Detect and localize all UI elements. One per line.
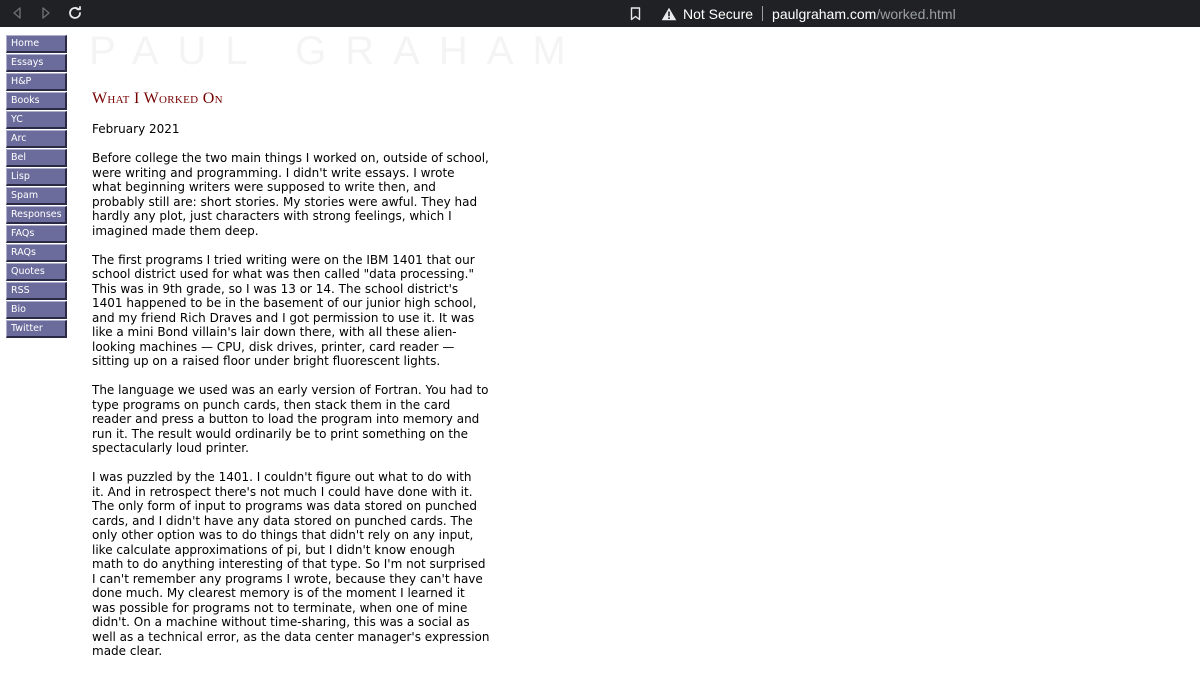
nav-item-raqs[interactable]: RAQs bbox=[6, 244, 67, 262]
nav-item-responses[interactable]: Responses bbox=[6, 206, 67, 224]
forward-arrow-icon bbox=[39, 6, 53, 20]
browser-toolbar bbox=[0, 0, 1200, 27]
web-page bbox=[0, 27, 1200, 657]
nav-item-home[interactable]: Home bbox=[6, 35, 67, 53]
nav-item-arc[interactable]: Arc bbox=[6, 130, 67, 148]
address-bar[interactable] bbox=[630, 0, 956, 27]
bookmark-icon[interactable] bbox=[630, 7, 641, 21]
nav-item-quotes[interactable]: Quotes bbox=[6, 263, 67, 281]
article-title: What I Worked On bbox=[92, 90, 223, 107]
forward-button[interactable] bbox=[36, 3, 56, 23]
site-wordmark[interactable]: PAUL GRAHAM bbox=[89, 29, 585, 73]
nav-item-bel[interactable]: Bel bbox=[6, 149, 67, 167]
nav-item-essays[interactable]: Essays bbox=[6, 54, 67, 72]
article-paragraph: The first programs I tried writing were on the IBM 1401 that our school district used for what was then called "data processing." This was in 9th grade, so I was 13 or 14. The school district's 1401 happened to be in the basement of our junior high school, and my friend Rich Draves and I got permission to use it. It was like a mini Bond villain's lair down there, with all these alien- looking machines — CPU, disk drives, printer, card reader — sitting up on a raised floor under bright fluorescent lights. bbox=[92, 252, 477, 368]
nav-item-faqs[interactable]: FAQs bbox=[6, 225, 67, 243]
back-arrow-icon bbox=[10, 6, 24, 20]
site-nav bbox=[6, 35, 67, 339]
reload-button[interactable] bbox=[65, 3, 85, 23]
nav-item-spam[interactable]: Spam bbox=[6, 187, 67, 205]
nav-item-books[interactable]: Books bbox=[6, 92, 67, 110]
security-status-label[interactable]: Not Secure bbox=[683, 5, 754, 22]
nav-item-lisp[interactable]: Lisp bbox=[6, 168, 67, 186]
nav-item-rss[interactable]: RSS bbox=[6, 282, 67, 300]
url-path[interactable]: /worked.html bbox=[876, 5, 956, 22]
nav-item-bio[interactable]: Bio bbox=[6, 301, 67, 319]
nav-item-yc[interactable]: YC bbox=[6, 111, 67, 129]
back-button[interactable] bbox=[7, 3, 27, 23]
nav-item-hp[interactable]: H&P bbox=[6, 73, 67, 91]
warning-icon[interactable] bbox=[661, 7, 677, 21]
article-body bbox=[92, 122, 492, 673]
nav-item-twitter[interactable]: Twitter bbox=[6, 320, 67, 338]
article-paragraph: Before college the two main things I worked on, outside of school, were writing and programming. I didn't write essays. I wrote what beginning writers were supposed to write then, and probably still are: short stories. My stories were awful. They had hardly any plot, just characters with strong feelings, which I imagined made them deep. bbox=[92, 151, 489, 238]
article-paragraph: The language we used was an early version of Fortran. You had to type programs on punch cards, then stack them in the card reader and press a button to load the program into memory and run it. The result would ordinarily be to print something on the spectacularly loud printer. bbox=[92, 383, 489, 455]
reload-icon bbox=[67, 5, 83, 21]
address-separator bbox=[762, 6, 763, 21]
url-host[interactable]: paulgraham.com bbox=[772, 5, 877, 22]
article-date: February 2021 bbox=[92, 122, 180, 136]
article-paragraph: I was puzzled by the 1401. I couldn't figure out what to do with it. And in retrospect there's not much I could have done with it. The only form of input to programs was data stored on punched cards, and I didn't have any data stored on punched cards. The only other option was to do things that didn't rely on any input, like calculate approximations of pi, but I didn't know enough math to do anything interesting of that type. So I'm not surprised I can't remember any programs I wrote, because they can't have done much. My clearest memory is of the moment I learned it was possible for programs not to terminate, when one of mine didn't. On a machine without time-sharing, this was a social as well as a technical error, as the data center manager's expression made clear. bbox=[92, 470, 490, 658]
